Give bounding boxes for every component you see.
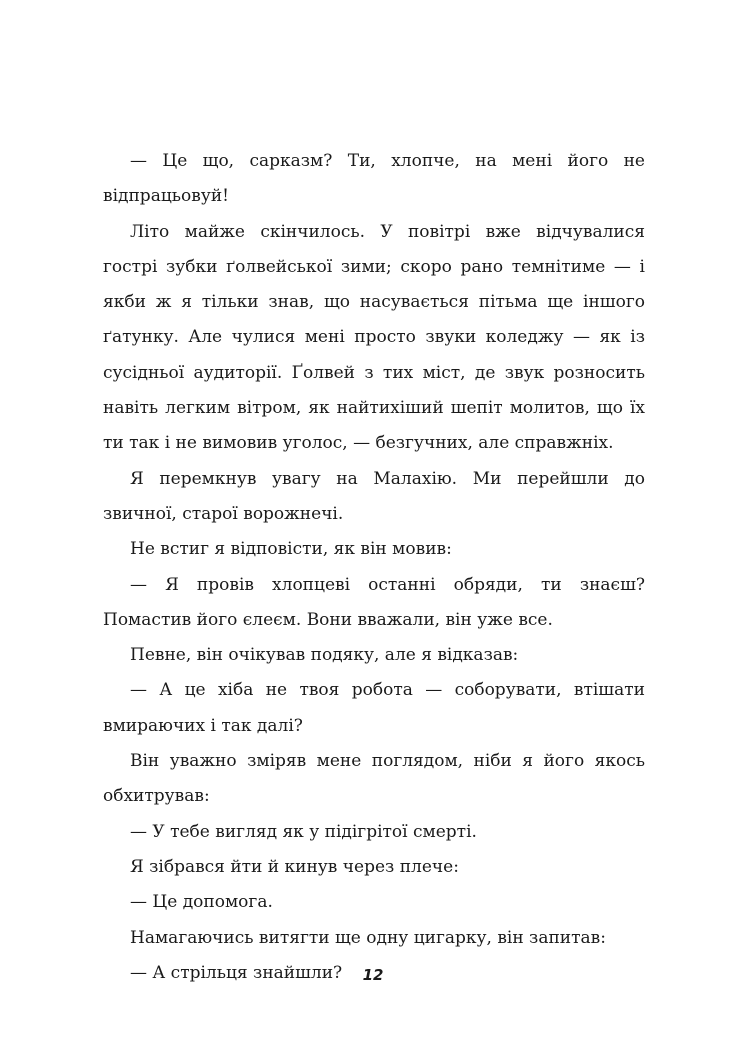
- page-number: 12: [362, 966, 384, 984]
- paragraph: — Це допомога.: [130, 892, 273, 913]
- paragraph: Він уважно зміряв мене поглядом, ніби я його якось обхитрував:: [103, 751, 645, 807]
- paragraph: Не встиг я відповісти, як він мовив:: [130, 539, 452, 560]
- paragraph: Намагаючись витягти ще одну цигарку, він запитав:: [130, 927, 606, 948]
- paragraph: Я зібрався йти й кинув через плече:: [130, 856, 459, 877]
- paragraph: — У тебе вигляд як у підігрітої смерті.: [130, 821, 477, 842]
- paragraph: Літо майже скінчилось. У повітрі вже відчувалися гострі зубки ґолвейської зими; скоро рано темнітиме — і якби ж я тільки знав, що насувається пітьма ще іншого ґатунку. Але чулися мені просто звуки коледжу — як із сусідньої аудиторії. Ґолвей з тих міст, де звук розносить навіть легким вітром, як найтихіший шепіт молитов, що їх ти так і не вимовив уголос, — безгучних, але справжніх.: [103, 221, 645, 454]
- paragraph: Я перемкнув увагу на Малахію. Ми перейшли до звичної, старої ворожнечі.: [103, 468, 645, 524]
- paragraph: — А це хіба не твоя робота — соборувати, втішати вмираючих і так далі?: [103, 680, 645, 736]
- paragraph: — А стрільця знайшли?: [130, 962, 343, 983]
- body-text: [103, 144, 645, 991]
- paragraph: — Я провів хлопцеві останні обряди, ти знаєш? Помастив його єлеєм. Вони вважали, він уже все.: [103, 574, 645, 630]
- paragraph: Певне, він очікував подяку, але я відказав:: [130, 645, 519, 666]
- paragraph: — Це що, сарказм? Ти, хлопче, на мені його не відпрацьовуй!: [103, 151, 645, 207]
